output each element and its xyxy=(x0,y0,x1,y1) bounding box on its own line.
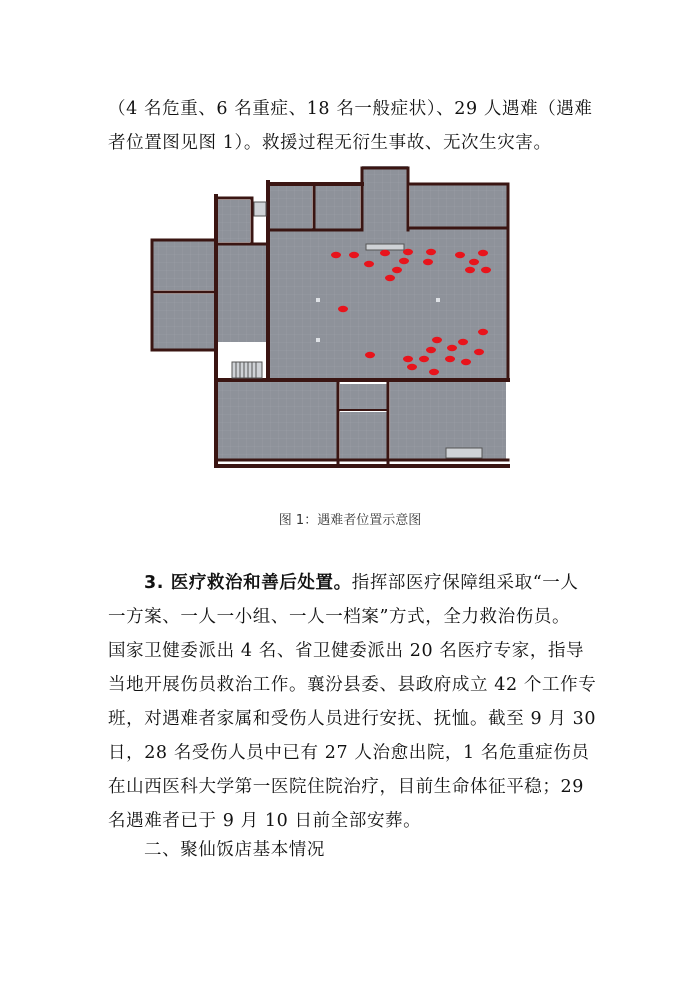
floor-stair-room xyxy=(218,200,250,242)
floor-top-left-room xyxy=(268,182,312,228)
section-two-heading: 二、聚仙饭店基本情况 xyxy=(144,840,325,860)
floor-top-tower xyxy=(362,166,408,248)
floor-bottom-left xyxy=(218,380,338,460)
victim-marker xyxy=(385,275,395,281)
intro-line-2: 者位置图见图 1）。救援过程无衍生事故、无次生灾害。 xyxy=(108,133,552,153)
floor-top-corridor xyxy=(314,182,360,230)
section3-line-7: 在山西医科大学第一医院住院治疗，目前生命体征平稳；29 xyxy=(108,777,584,797)
victim-marker xyxy=(403,356,413,362)
victim-marker xyxy=(392,267,402,273)
floor-top-right-room xyxy=(410,184,508,228)
victim-marker xyxy=(364,261,374,267)
intro-line-1: （4 名危重、6 名重症、18 名一般症状）、29 人遇难（遇难 xyxy=(108,99,593,119)
victim-marker xyxy=(469,259,479,265)
floor-left-lower xyxy=(152,294,214,350)
section3-line-8: 名遇难者已于 9 月 10 日前全部安葬。 xyxy=(108,811,422,831)
floor-bottom-mid-upper xyxy=(340,384,388,410)
victim-marker xyxy=(465,267,475,273)
victim-marker xyxy=(447,345,457,351)
victim-marker xyxy=(478,329,488,335)
floor-left-upper xyxy=(152,240,214,290)
victim-marker xyxy=(429,369,439,375)
floor-plan-figure xyxy=(150,166,510,478)
victim-marker xyxy=(455,252,465,258)
section3-heading: 3. 医疗救治和善后处置。 xyxy=(144,573,352,593)
victim-marker xyxy=(349,252,359,258)
victim-marker xyxy=(474,349,484,355)
victim-marker xyxy=(432,337,442,343)
victim-marker xyxy=(478,250,488,256)
victim-marker xyxy=(407,364,417,370)
section3-line-6: 日，28 名受伤人员中已有 27 人治愈出院，1 名危重症伤员 xyxy=(108,743,590,763)
victim-marker xyxy=(419,356,429,362)
figure-caption: 图 1：遇难者位置示意图 xyxy=(278,513,422,528)
victim-marker xyxy=(426,347,436,353)
victim-marker xyxy=(458,339,468,345)
victim-marker xyxy=(423,259,433,265)
victim-marker xyxy=(365,352,375,358)
floor-left-mid xyxy=(218,244,266,342)
victim-marker xyxy=(481,267,491,273)
section3-line-1-text: 指挥部医疗保障组采取“一人 xyxy=(351,573,579,593)
section3-line-3: 国家卫健委派出 4 名、省卫健委派出 20 名医疗专家，指导 xyxy=(108,641,585,661)
victim-marker xyxy=(331,252,341,258)
section3-line-5: 班，对遇难者家属和受伤人员进行安抚、抚恤。截至 9 月 30 xyxy=(108,709,597,729)
victim-marker xyxy=(338,306,348,312)
victim-marker xyxy=(380,250,390,256)
section3-line-4: 当地开展伤员救治工作。襄汾县委、县政府成立 42 个工作专 xyxy=(108,675,597,695)
victim-marker xyxy=(426,249,436,255)
section3-line-1 xyxy=(144,569,578,594)
section3-line-2: 一方案、一人一小组、一人一档案”方式，全力救治伤员。 xyxy=(108,607,571,627)
floor-bottom-mid-lower xyxy=(340,412,388,460)
victim-marker xyxy=(403,249,413,255)
victim-marker xyxy=(399,258,409,264)
victim-marker xyxy=(445,356,455,362)
victim-marker xyxy=(461,359,471,365)
